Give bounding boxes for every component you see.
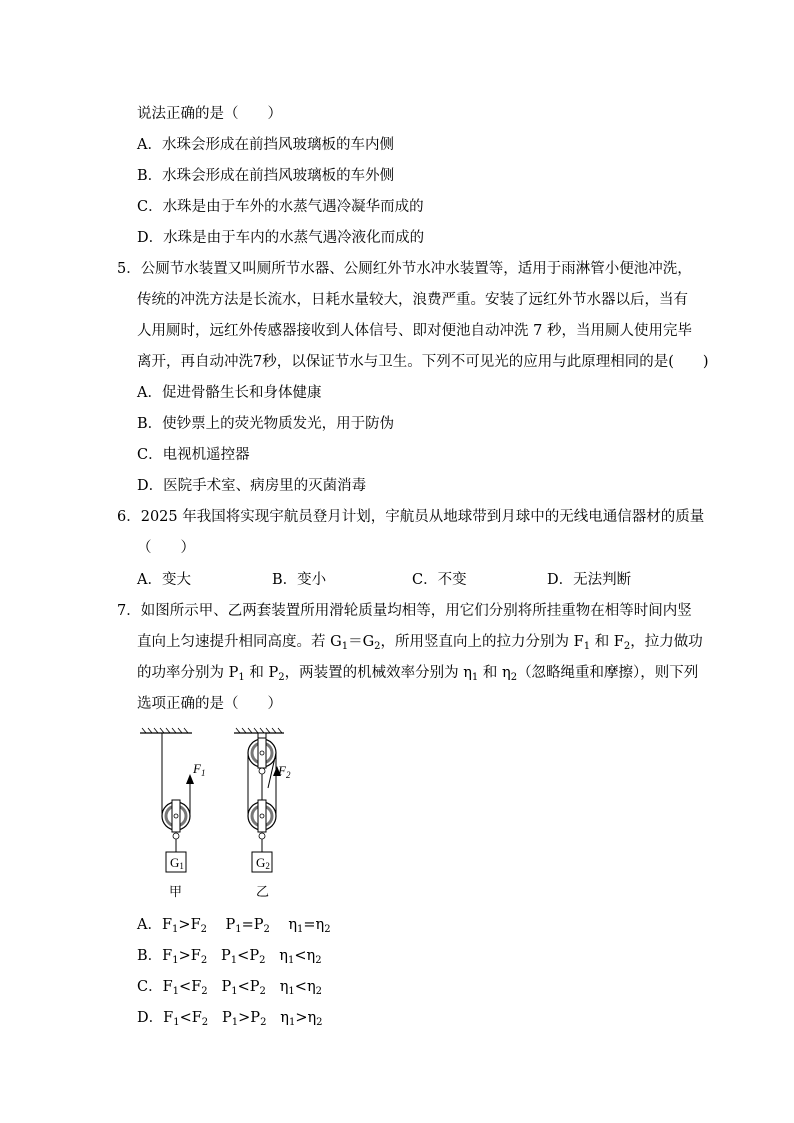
movable-pulley-left [162,800,190,839]
q4-option-d: D．水珠是由于车内的水蒸气遇冷液化而成的 [137,230,425,246]
q7-stem-line1: 7．如图所示甲、乙两套装置所用滑轮质量均相等，用它们分别将所挂重物在相等时间内竖 [117,603,692,619]
q7-stem-line3: 的功率分别为 $P_1$ 和 $P_2$，两装置的机械效率分别为 $\eta_1$ 和 $\eta_2$（忽略绳重和摩擦），则下列 [137,665,699,683]
q5-option-d: D．医院手术室、病房里的灭菌消毒 [137,478,367,494]
q5-stem-line1: 5．公厕节水装置又叫厕所节水器、公厕红外节水冲水装置等，适用于雨淋管小便池冲洗， [117,261,692,277]
label-yi: 乙 [256,885,270,900]
label-f1: $F_1$ [193,761,206,778]
q5-option-a: A．促进骨骼生长和身体健康 [137,385,322,401]
q6-option-d: D．无法判断 [547,572,632,588]
q5-stem-line4: 离开，再自动冲洗7秒，以保证节水与卫生。下列不可见光的应用与此原理相同的是( ) [137,354,709,370]
q6-stem-line2: （ ） [137,540,195,556]
fixed-pulley-right [248,733,276,774]
q5-option-b: B．使钞票上的荧光物质发光，用于防伪 [137,416,395,432]
q5-stem-line3: 人用厕时，远红外传感器接收到人体信号、即对便池自动冲洗 7 秒，当用厕人使用完毕 [137,323,692,339]
q5-stem-line2: 传统的冲洗方法是长流水，日耗水量较大，浪费严重。安装了远红外节水器以后，当有 [137,292,688,308]
q7-stem-line2: 直向上匀速提升相同高度。若 $G_1=G_2$，所用竖直向上的拉力分别为 $F_1$ 和 $F_2$，拉力做功 [137,634,703,652]
q7-option-b: B．$F_1>F_2$ $P_1<P_2$ $\eta_1<\eta_2$ [137,948,322,966]
label-jia: 甲 [169,885,183,900]
q6-option-c: C．不变 [412,572,467,588]
q7-stem-line4: 选项正确的是（ ） [137,696,282,712]
q7-option-d: D．$F_1<F_2$ $P_1>P_2$ $\eta_1>\eta_2$ [137,1010,323,1028]
label-g1: G1 [170,855,184,871]
q6-option-a: A．变大 [137,572,191,588]
label-g2: G2 [256,855,270,871]
ceiling-right [234,728,284,733]
q5-option-c: C．电视机遥控器 [137,447,250,463]
q4-stem-tail: 说法正确的是（ ） [137,106,282,122]
movable-pulley-right [248,800,276,839]
q7-option-c: C．$F_1<F_2$ $P_1<P_2$ $\eta_1<\eta_2$ [137,979,323,997]
q6-stem-line1: 6．2025 年我国将实现宇航员登月计划，宇航员从地球带到月球中的无线电通信器材的质量 [117,509,705,525]
pulley-figure [140,728,290,908]
q6-option-b: B．变小 [272,572,327,588]
q4-option-b: B．水珠会形成在前挡风玻璃板的车外侧 [137,168,395,184]
label-f2: $F_2$ [278,763,291,780]
q7-option-a: A．$F_1>F_2$ $P_1=P_2$ $\eta_1=\eta_2$ [137,917,331,935]
q4-option-c: C．水珠是由于车外的水蒸气遇冷凝华而成的 [137,199,424,215]
q4-option-a: A．水珠会形成在前挡风玻璃板的车内侧 [137,137,394,153]
ceiling-left [140,728,192,733]
